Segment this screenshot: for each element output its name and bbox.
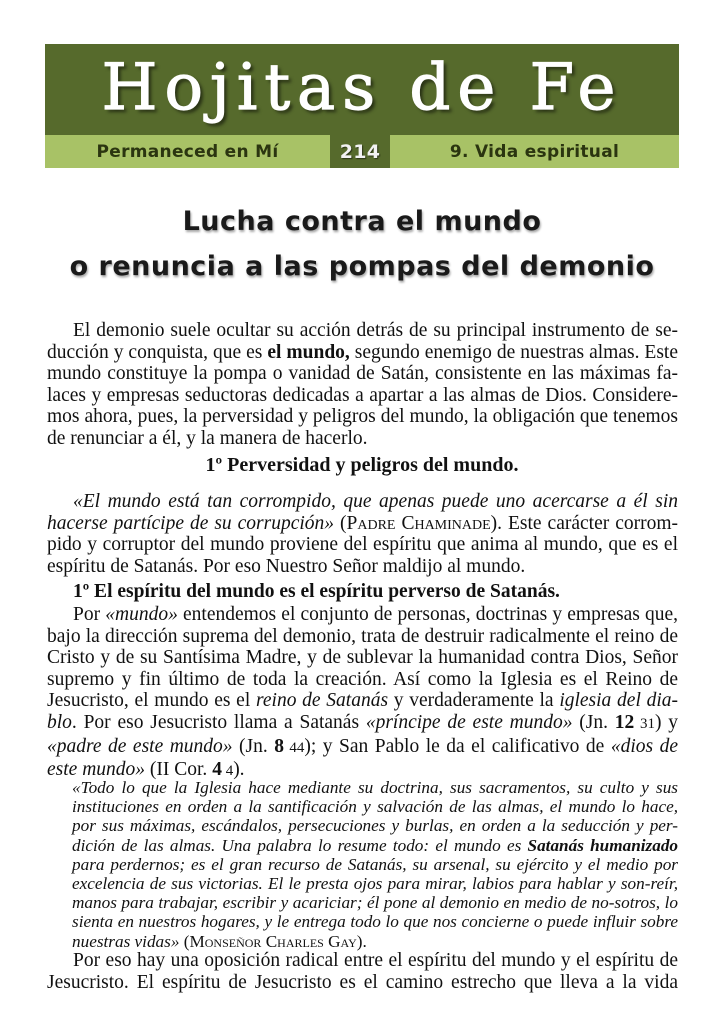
text: ).: [233, 759, 245, 781]
ref-verse: 31: [634, 715, 655, 732]
term-padre: «padre de este mundo»: [47, 735, 233, 757]
issue-number-cell: [330, 135, 390, 168]
subsection1-paragraph: [47, 604, 678, 783]
section1-rest: Este carácter corrom-pido y corruptor del mundo proviene del espíritu que anima al mundo, que es el espíritu de Satanás. Por eso Nuestro Señor maldijo al mundo.: [47, 512, 678, 577]
term-principe: «príncipe de este mundo»: [365, 711, 573, 733]
article-title-line-2: o renuncia a las pompas del demonio: [69, 251, 655, 282]
quote-author: Padre Chaminade: [346, 512, 491, 534]
category-cell: [390, 135, 679, 168]
intro-text-a: El demonio suele ocultar su acción detrás de su principal instrumento de se-ducción y conquista, que es: [47, 320, 678, 363]
text: Por: [73, 604, 106, 625]
series-label: Permaneced en Mí: [96, 141, 279, 162]
intro-text-b: segundo enemigo de nuestras almas. Este mundo constituye la pompa o vanidad de Satán, consistente en las máximas fa-laces y empresas seductoras dedicadas a apartar a las almas de Dios. Considere-mos ahora, pues, la perversidad y peligros del mundo, la obligación que tenemos de renunciar a él, y la manera de hacerlo.: [47, 341, 678, 449]
text: (Jn.: [232, 735, 275, 757]
paren-open: (: [179, 931, 190, 951]
section-heading: 1º Perversidad y peligros del mundo.: [205, 454, 519, 476]
text: ); y San Pablo le da el calificativo de: [304, 735, 611, 757]
term-reino: reino de Satanás: [256, 690, 389, 712]
paren-close: ).: [490, 512, 509, 534]
text: (II Cor.: [145, 759, 213, 781]
text: y verdaderamente la: [388, 690, 560, 712]
quote-bold: Satanás humanizado: [527, 835, 679, 855]
issue-number: 214: [339, 140, 381, 163]
closing-paragraph: [47, 950, 678, 993]
quote-text-b: para perdernos; es el gran recurso de Satanás, su arsenal, su ejército y el medio por excelencia de sus victorias. El le presta ojos para mirar, labios para hablar y son-reír, manos para trabajar, escribir y acariciar; él pone al demonio en medio de no-sotros, lo sienta en nuestros hogares, y le entrega todo lo que nos concierne o puede influir sobre nuestras vidas»: [72, 854, 678, 951]
subsection-heading: 1º El espíritu del mundo es el espíritu perverso de Satanás.: [73, 581, 560, 602]
paren-open: (: [334, 512, 347, 534]
text: (Jn.: [572, 711, 615, 733]
term-mundo: «mundo»: [105, 604, 178, 625]
term-iglesia: iglesia del dia-blo: [47, 690, 679, 733]
section1-paragraph: [47, 491, 678, 577]
masthead-subbar: [45, 135, 679, 168]
ref-verse: 4: [221, 763, 234, 780]
masthead-header: [45, 44, 679, 168]
chaminade-quote: «El mundo está tan corrompido, que apenas puede uno acercarse a él sin hacerse partícipe de su corrupción»: [47, 491, 678, 534]
text: entendemos el conjunto de personas, doctrinas y empresas que, bajo la dirección suprema del demonio, trata de destruir radicalmente el reino de Cristo y de su Santísima Madre, y de sublevar la humanidad contra Dios, Señor supremo y fin último de toda la creación. Así como la Iglesia es el Reino de Jesucristo, el mundo es el: [47, 604, 678, 712]
term-dios: «dios de este mundo»: [47, 735, 678, 781]
article-title-line-1: Lucha contra el mundo: [182, 206, 542, 237]
series-cell: [45, 135, 330, 168]
text: . Por eso Jesucristo llama a Satanás: [71, 711, 366, 733]
ref-chapter: 8: [274, 735, 285, 757]
intro-paragraph: [47, 320, 678, 450]
text: ) y: [654, 711, 679, 733]
masthead-band: [45, 44, 679, 135]
quote-text-a: «Todo lo que la Iglesia hace mediante su doctrina, sus sacramentos, su culto y sus instituciones en orden a la santificación y salvación de las almas, el mundo lo hace, por sus máximas, escándalos, persecuciones y burlas, en orden a la seducción y per-dición de las almas. Una palabra lo resume todo: el mundo es: [72, 778, 678, 855]
block-quote: [72, 778, 678, 951]
paren-close: ).: [356, 931, 367, 951]
ref-verse: 44: [284, 739, 305, 756]
closing-text: Por eso hay una oposición radical entre el espíritu del mundo y el espíritu de Jesucristo. El espíritu de Jesucristo es el camino estrecho que lleva a la vida: [47, 950, 678, 993]
ref-chapter: 12: [614, 711, 635, 733]
ref-chapter: 4: [212, 759, 222, 781]
category-label: 9. Vida espiritual: [449, 141, 620, 162]
masthead-title: Hojitas de Fe: [101, 50, 623, 125]
intro-bold: el mundo,: [267, 341, 350, 363]
quote-author: Monseñor Charles Gay: [189, 931, 357, 951]
